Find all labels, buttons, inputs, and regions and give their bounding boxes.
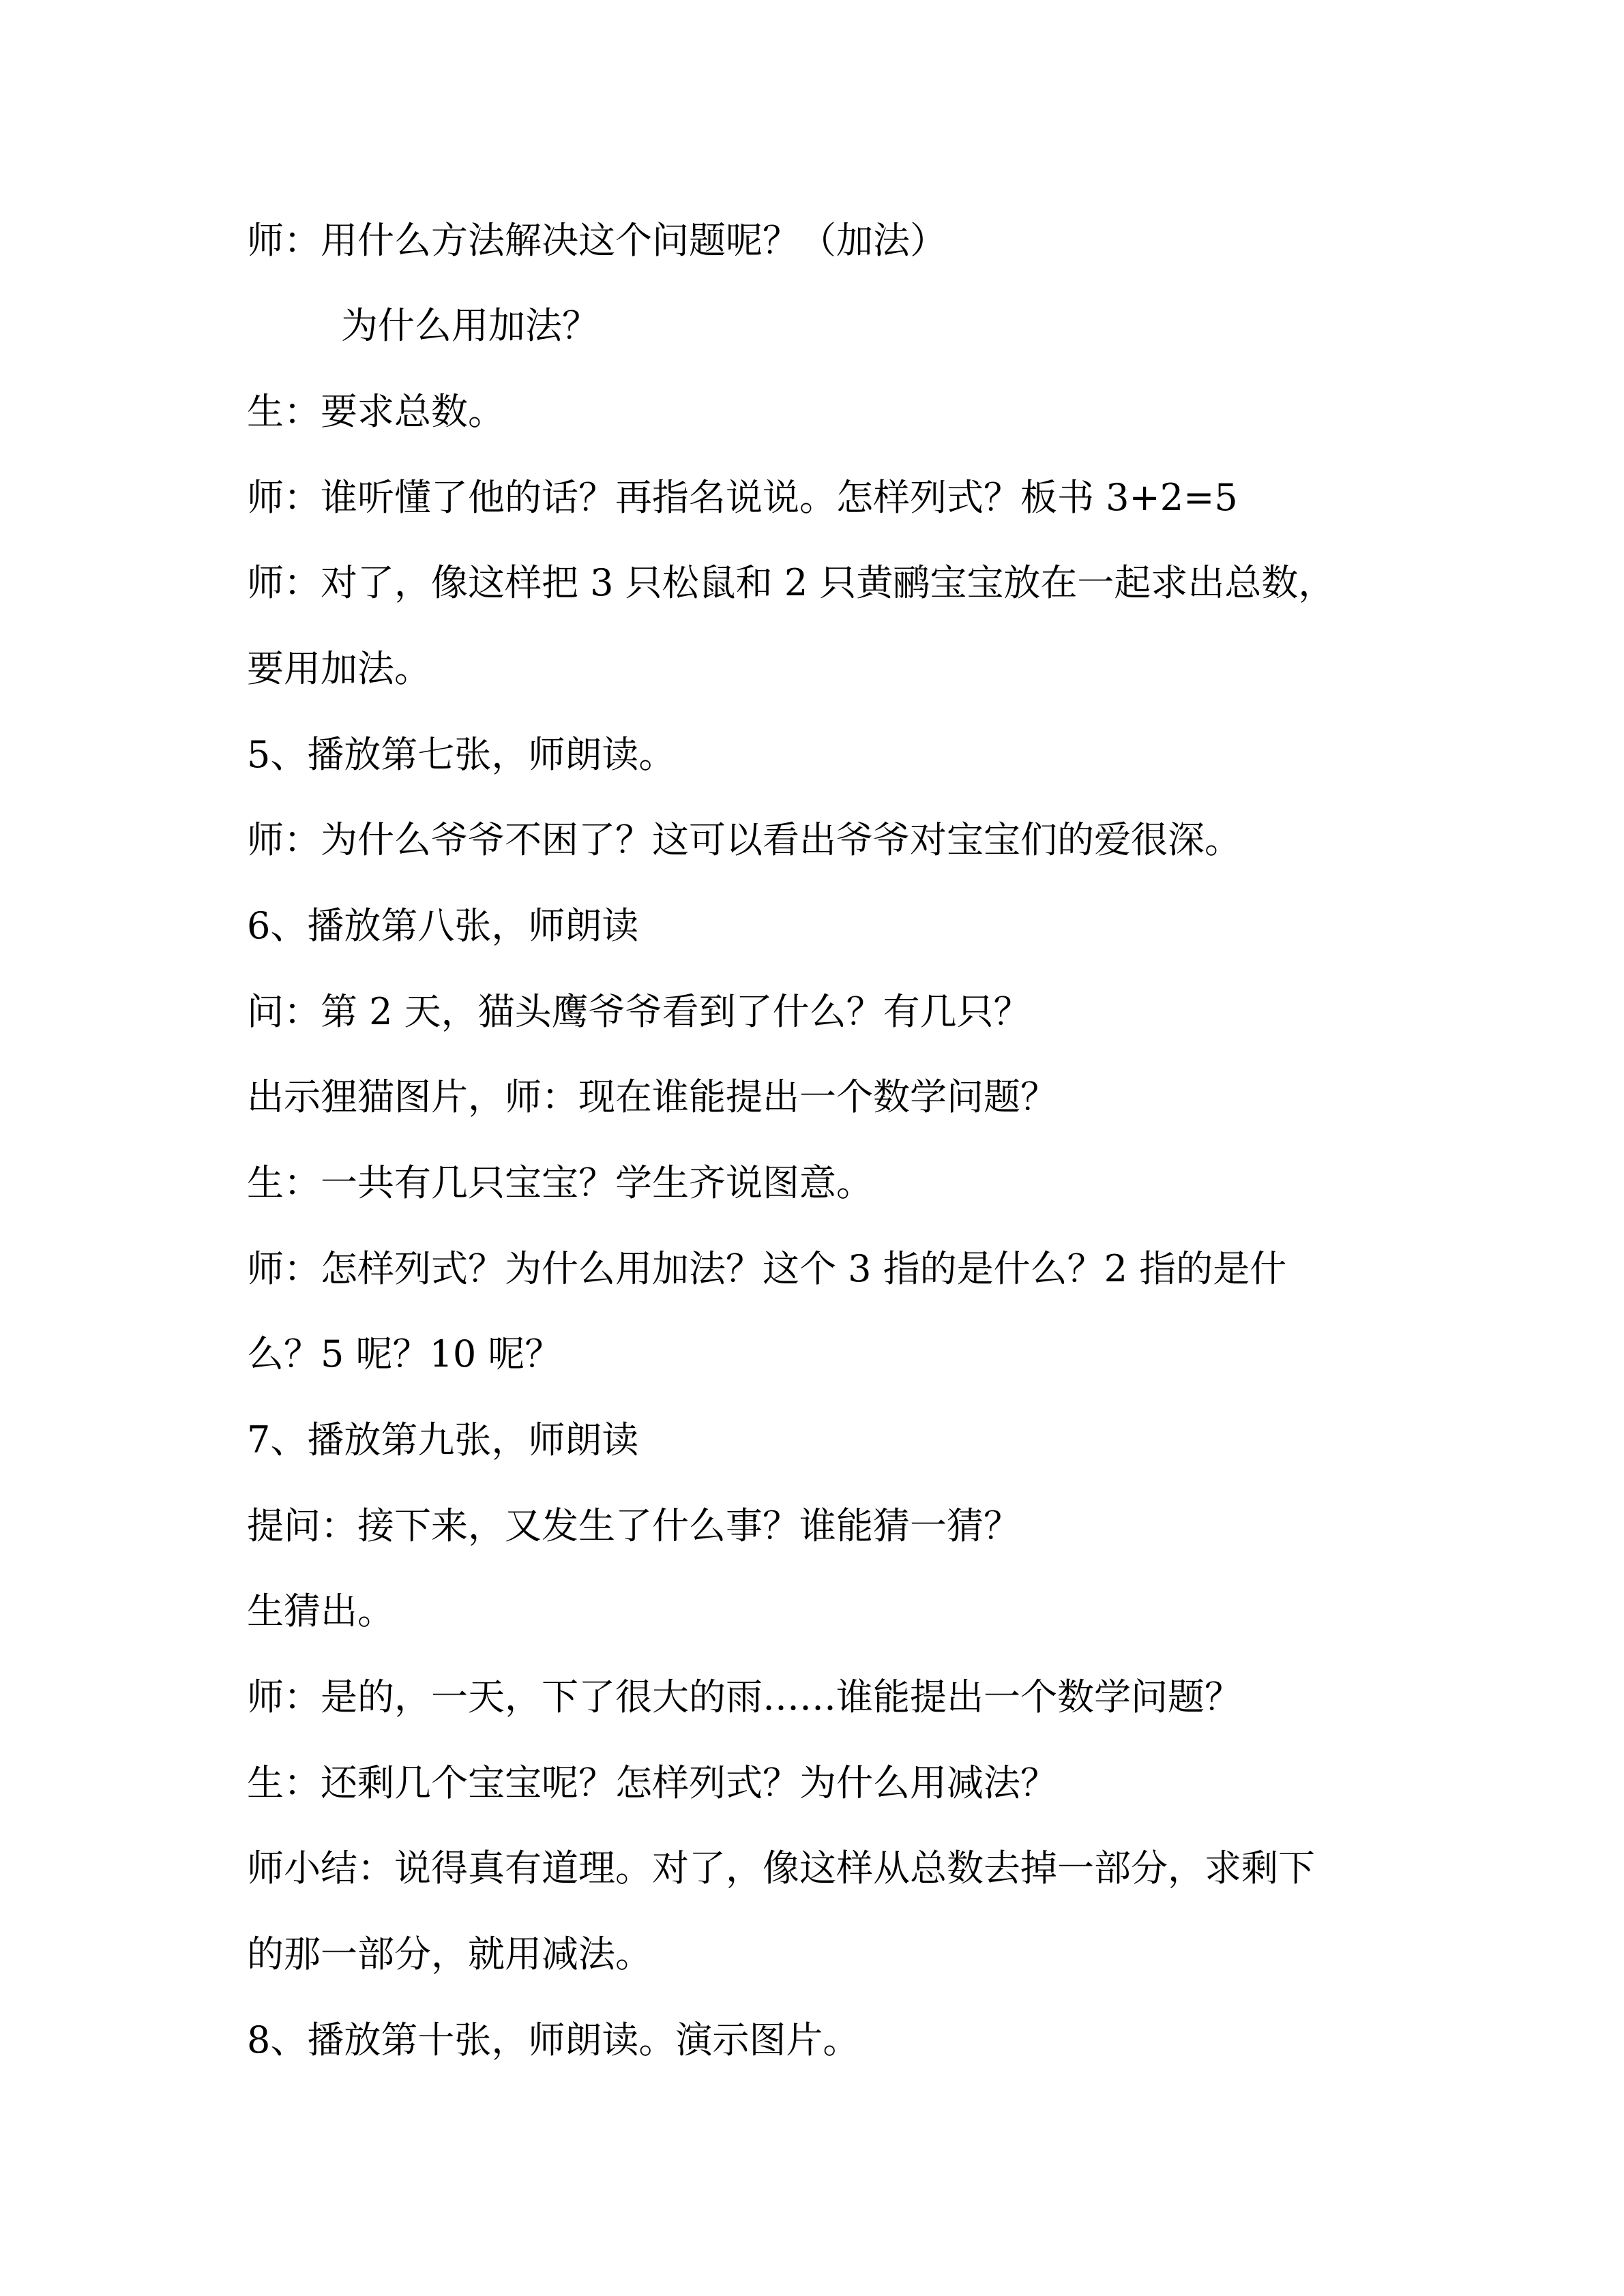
text-line: 生：要求总数。	[247, 390, 505, 433]
text-line: 师：为什么爷爷不困了？这可以看出爷爷对宝宝们的爱很深。	[247, 818, 1241, 861]
text-line: 为什么用加法？	[341, 304, 599, 347]
text-line: 师：用什么方法解决这个问题呢？（加法）	[247, 219, 947, 262]
text-line: 问：第 2 天，猫头鹰爷爷看到了什么？有几只？	[247, 990, 1031, 1033]
text-line: 5、播放第七张，师朗读。	[247, 733, 676, 776]
text-line: 提问：接下来，又发生了什么事？谁能猜一猜？	[247, 1504, 1020, 1547]
text-line: 生：一共有几只宝宝？学生齐说图意。	[247, 1161, 873, 1204]
text-line: 师：怎样列式？为什么用加法？这个 3 指的是什么？2 指的是什	[247, 1247, 1287, 1290]
text-line: 7、播放第九张，师朗读	[247, 1418, 639, 1461]
text-line: 的那一部分，就用减法。	[247, 1933, 652, 1976]
text-line: 8、播放第十张，师朗读。演示图片。	[247, 2018, 860, 2061]
text-line: 生：还剩几个宝宝呢？怎样列式？为什么用减法？	[247, 1761, 1057, 1804]
text-line: 师小结：说得真有道理。对了，像这样从总数去掉一部分，求剩下	[247, 1847, 1315, 1890]
text-line: 要用加法。	[247, 647, 431, 690]
text-line: 师：谁听懂了他的话？再指名说说。怎样列式？板书 3+2=5	[247, 476, 1238, 519]
text-line: 出示狸猫图片，师：现在谁能提出一个数学问题？	[247, 1075, 1057, 1118]
text-line: 师：是的，一天，下了很大的雨……谁能提出一个数学问题？	[247, 1675, 1241, 1718]
text-line: 生猜出。	[247, 1590, 394, 1632]
text-line: 么？5 呢？10 呢？	[247, 1332, 562, 1375]
text-line: 师：对了，像这样把 3 只松鼠和 2 只黄鹂宝宝放在一起求出总数，	[247, 561, 1335, 604]
text-line: 6、播放第八张，师朗读	[247, 904, 639, 947]
